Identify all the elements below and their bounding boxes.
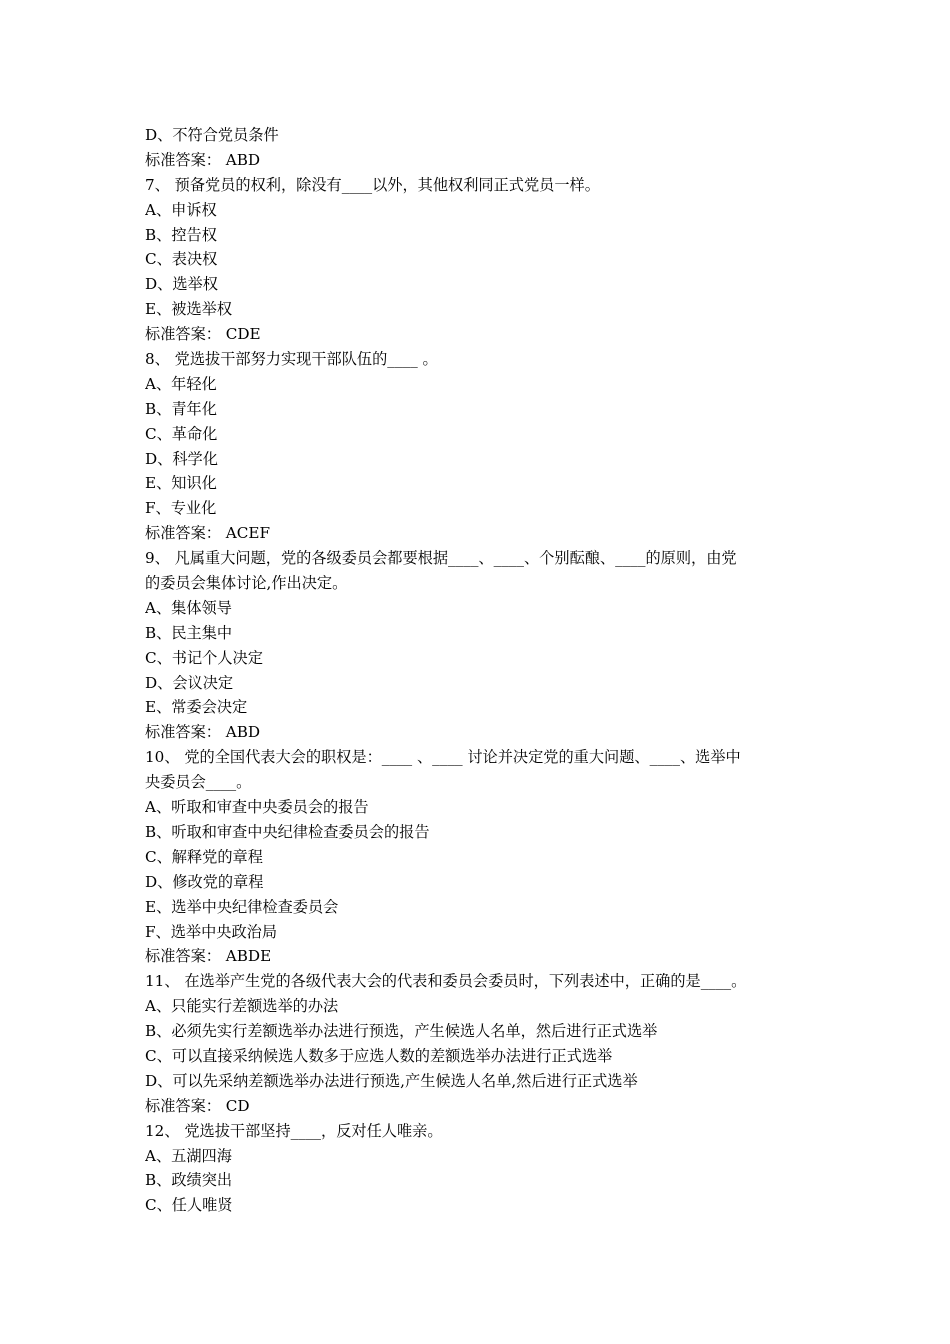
option-line: A、集体领导 [145,598,232,617]
option-line: C、书记个人决定 [145,648,263,667]
question-line: 12、 党选拔干部坚持____，反对任人唯亲。 [145,1121,443,1140]
option-line: D、可以先采纳差额选举办法进行预选,产生候选人名单,然后进行正式选举 [145,1071,638,1090]
answer-line: 标准答案： CDE [145,325,261,344]
question-line: 11、 在选举产生党的各级代表大会的代表和委员会委员时，下列表述中，正确的是____。 [145,972,747,991]
option-line: D、选举权 [145,275,218,294]
option-line: C、可以直接采纳候选人数多于应选人数的差额选举办法进行正式选举 [145,1046,613,1065]
option-line: B、必须先实行差额选举办法进行预选，产生候选人名单，然后进行正式选举 [145,1022,658,1041]
option-line: E、常委会决定 [145,698,248,717]
option-line: D、修改党的章程 [145,872,264,891]
option-line: D、会议决定 [145,673,234,692]
option-line: C、任人唯贤 [145,1196,233,1215]
option-line: B、青年化 [145,399,217,418]
option-line: C、革命化 [145,424,218,443]
option-line: B、民主集中 [145,623,233,642]
option-line: A、年轻化 [145,374,217,393]
option-line: B、听取和审查中央纪律检查委员会的报告 [145,822,430,841]
option-line: E、知识化 [145,474,217,493]
option-line: D、科学化 [145,449,218,468]
answer-line: 标准答案： ABD [145,150,261,169]
option-line: A、只能实行差额选举的办法 [145,997,339,1016]
option-line: A、听取和审查中央委员会的报告 [145,798,369,817]
answer-line: 标准答案： ABD [145,723,261,742]
question-line: 10、 党的全国代表大会的职权是：____ 、____ 讨论并决定党的重大问题、____、选举中 [145,748,741,767]
question-line: 7、 预备党员的权利，除没有____以外，其他权利同正式党员一样。 [145,175,600,194]
question-line: 8、 党选拔干部努力实现干部队伍的____ 。 [145,350,438,369]
option-line: A、五湖四海 [145,1146,232,1165]
option-line: B、政绩突出 [145,1171,233,1190]
question-continuation-line: 的委员会集体讨论,作出决定。 [145,574,348,593]
option-line: A、申诉权 [145,200,217,219]
option-line: E、选举中央纪律检查委员会 [145,897,339,916]
question-line: 9、 凡属重大问题，党的各级委员会都要根据____、____、个别酝酿、____的原则，由党 [145,549,737,568]
option-line: C、表决权 [145,250,218,269]
option-line: C、解释党的章程 [145,847,263,866]
option-line: D、不符合党员条件 [145,126,279,144]
answer-line: 标准答案： ACEF [145,524,270,543]
question-continuation-line: 央委员会____。 [145,773,252,792]
document-page [145,123,810,1218]
option-line: F、选举中央政治局 [145,922,278,941]
answer-line: 标准答案： ABDE [145,947,272,966]
option-line: F、专业化 [145,499,217,518]
option-line: B、控告权 [145,225,217,244]
option-line: E、被选举权 [145,300,233,319]
answer-line: 标准答案： CD [145,1096,250,1115]
